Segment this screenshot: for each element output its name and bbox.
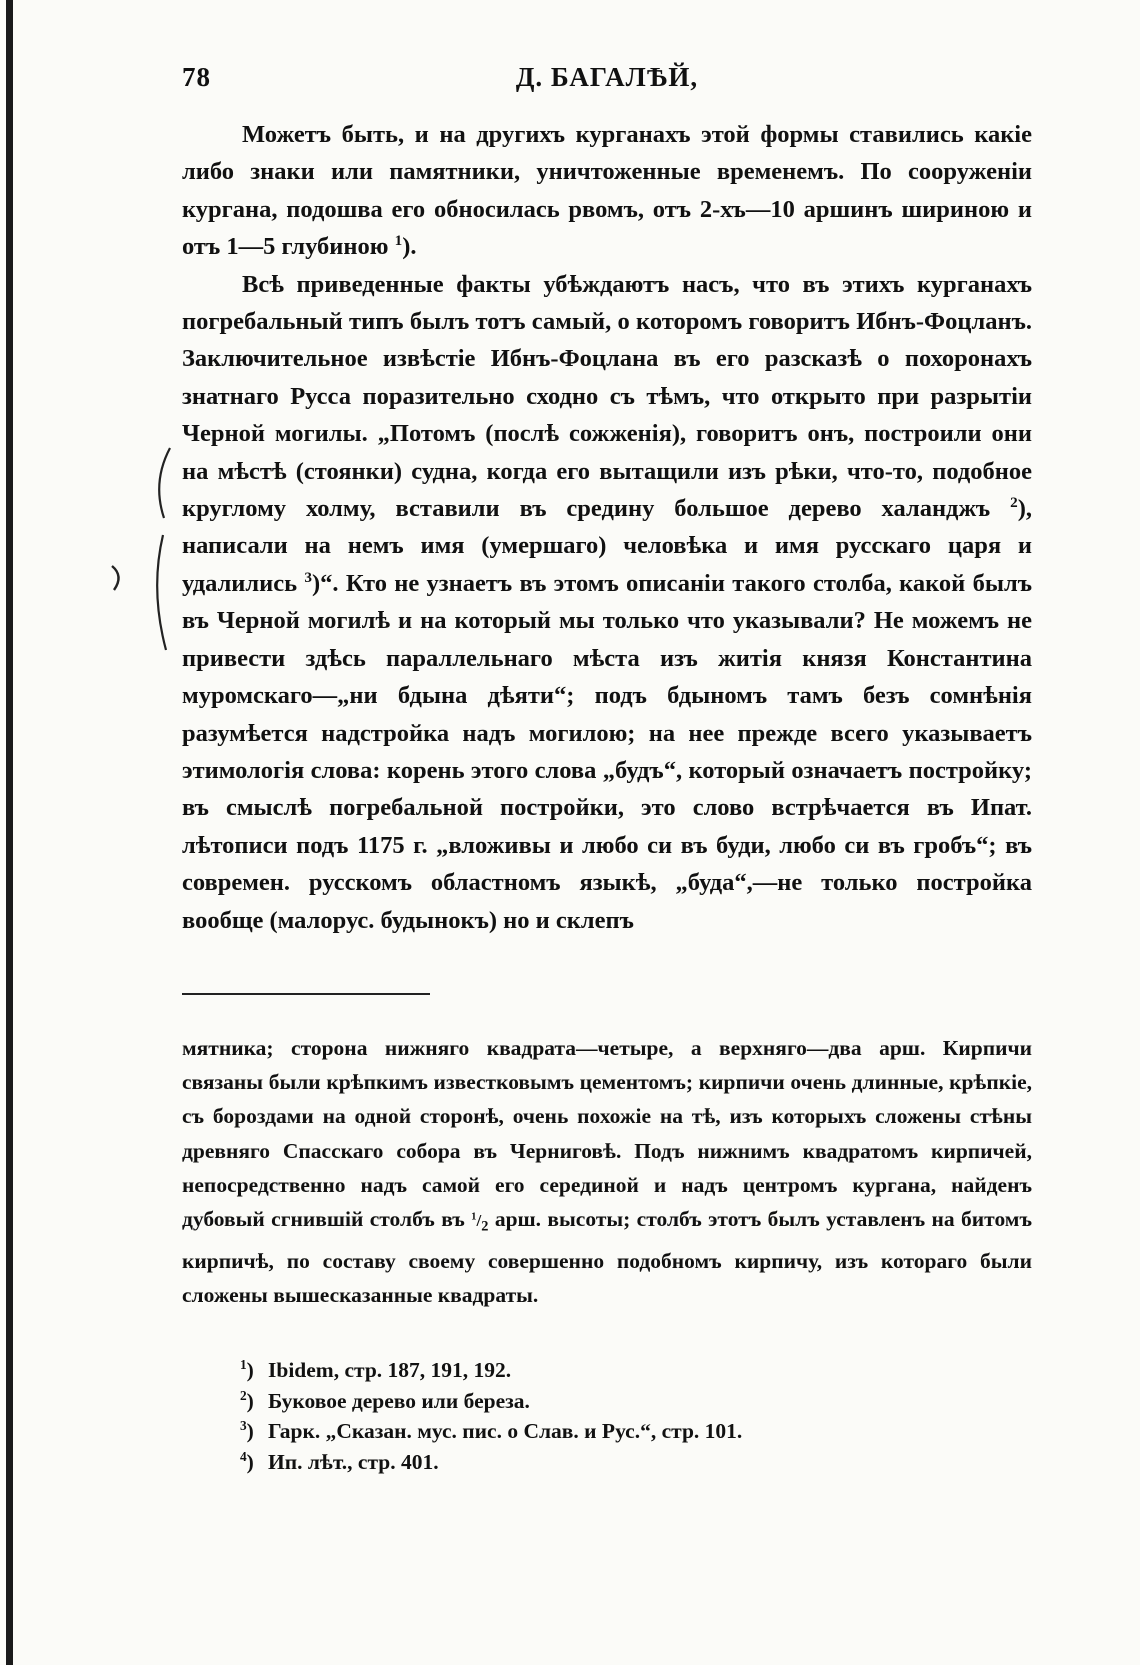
text-run: арш. высоты; столбъ этотъ былъ уставленъ на битомъ кирпичѣ, по составу своему совершенно подобномъ кирпичу, изъ котораго были сложены вышесказанные квадраты. (182, 1207, 1032, 1307)
footnote-ref: 1 (394, 232, 403, 250)
fraction-slash: / (476, 1211, 482, 1231)
text-run: Всѣ приведенные факты убѣждаютъ насъ, что въ этихъ курганахъ погребальный типъ былъ тотъ самый, о которомъ говоритъ Ибнъ‑Фоцланъ. Заключительное извѣстіе Ибнъ‑Фоцлана въ его разсказѣ о похоронахъ знатнаго Русса поразительно сходно съ тѣмъ, что открыто при разрытіи Черной могилы. „Потомъ (послѣ сожженія), говоритъ онъ, построили они на мѣстѣ (стоянки) судна, когда его вытащили изъ рѣки, что‑то, подобное круглому холму, вставили въ средину большое дерево халанджъ (182, 270, 1032, 523)
footnote-text: Ibidem, стр. 187, 191, 192. (268, 1358, 512, 1382)
text-run: Можетъ быть, и на другихъ курганахъ этой формы ставились какіе либо знаки или памятники, уничтоженные временемъ. По сооруженіи кургана, подошва его обносилась рвомъ, отъ 2‑хъ—10 аршинъ шириною и отъ 1—5 глубиною (182, 121, 1032, 261)
footnote-text: Буковое дерево или береза. (268, 1388, 530, 1413)
footnote-marker: $^1$) (240, 1356, 254, 1382)
text-run: ). (402, 233, 417, 261)
footnote-marker-number: 1 (240, 1356, 247, 1372)
text-run: )“. Кто не узнаетъ въ этомъ описаніи такого столба, какой былъ въ Черной могилѣ и на который мы только что указывали? Не можемъ не привести здѣсь параллельнаго мѣста изъ житія князя Константина муромскаго—„ни бдына дѣяти“; подъ бдыномъ тамъ безъ сомнѣнія разумѣется надстройка надъ могилою; на нее прежде всего указываетъ этимологія слова: корень этого слова „будъ“, который означаетъ постройку; въ смыслѣ погребальной постройки, это слово встрѣчается въ Ипат. лѣтописи подъ 1175 г. „вложивы и любо си въ буди, любо си въ гробъ“; въ современ. русскомъ областномъ языкѣ, „буда“,—не только постройка вообще (малорус. будынокъ) но и склепъ (182, 569, 1032, 934)
footnote-marker-number: 4 (240, 1448, 247, 1464)
footnote-text: Гарк. „Сказан. мус. пис. о Слав. и Рус.“, стр. 101. (268, 1419, 743, 1443)
fraction-numerator: 1 (471, 1211, 477, 1223)
footnote-marker: $^4$) (240, 1448, 254, 1474)
fraction-denominator: 2 (481, 1218, 489, 1235)
text-run: ), написали на немъ имя (умершаго) человѣка и имя русскаго царя и удалились (182, 495, 1032, 597)
page-number: 78 (182, 62, 211, 92)
margin-bracket-mark (112, 566, 119, 590)
footnote-marker-number: 2 (240, 1387, 247, 1403)
footnote-marker: $^2$) (240, 1387, 254, 1413)
footnote-marker-number: 3 (240, 1417, 247, 1433)
footnote-ref: 2 (1010, 493, 1018, 511)
footnote-text: Ип. лѣт., стр. 401. (268, 1449, 439, 1474)
margin-bracket-mark (157, 535, 166, 650)
running-title: Д. БАГАЛѢЙ, (515, 62, 699, 92)
footnote-marker: $^3$) (240, 1417, 254, 1443)
text-run: мятника; сторона нижняго квадрата—четыре, а верхняго—два арш. Кирпичи связаны были крѣпкимъ известковымъ цементомъ; кирпичи очень длинные, крѣпкіе, съ бороздами на одной сторонѣ, очень похожіе на тѣ, изъ которыхъ сложены стѣны древняго Спасскаго собора въ Черниговѣ. Подъ нижнимъ квадратомъ кирпичей, непосредственно надъ самой его серединой и надъ центромъ кургана, найденъ дубовый сгнившій столбъ въ (182, 1036, 1032, 1232)
footnote-ref: 3 (304, 568, 313, 586)
margin-bracket-mark (159, 448, 170, 518)
